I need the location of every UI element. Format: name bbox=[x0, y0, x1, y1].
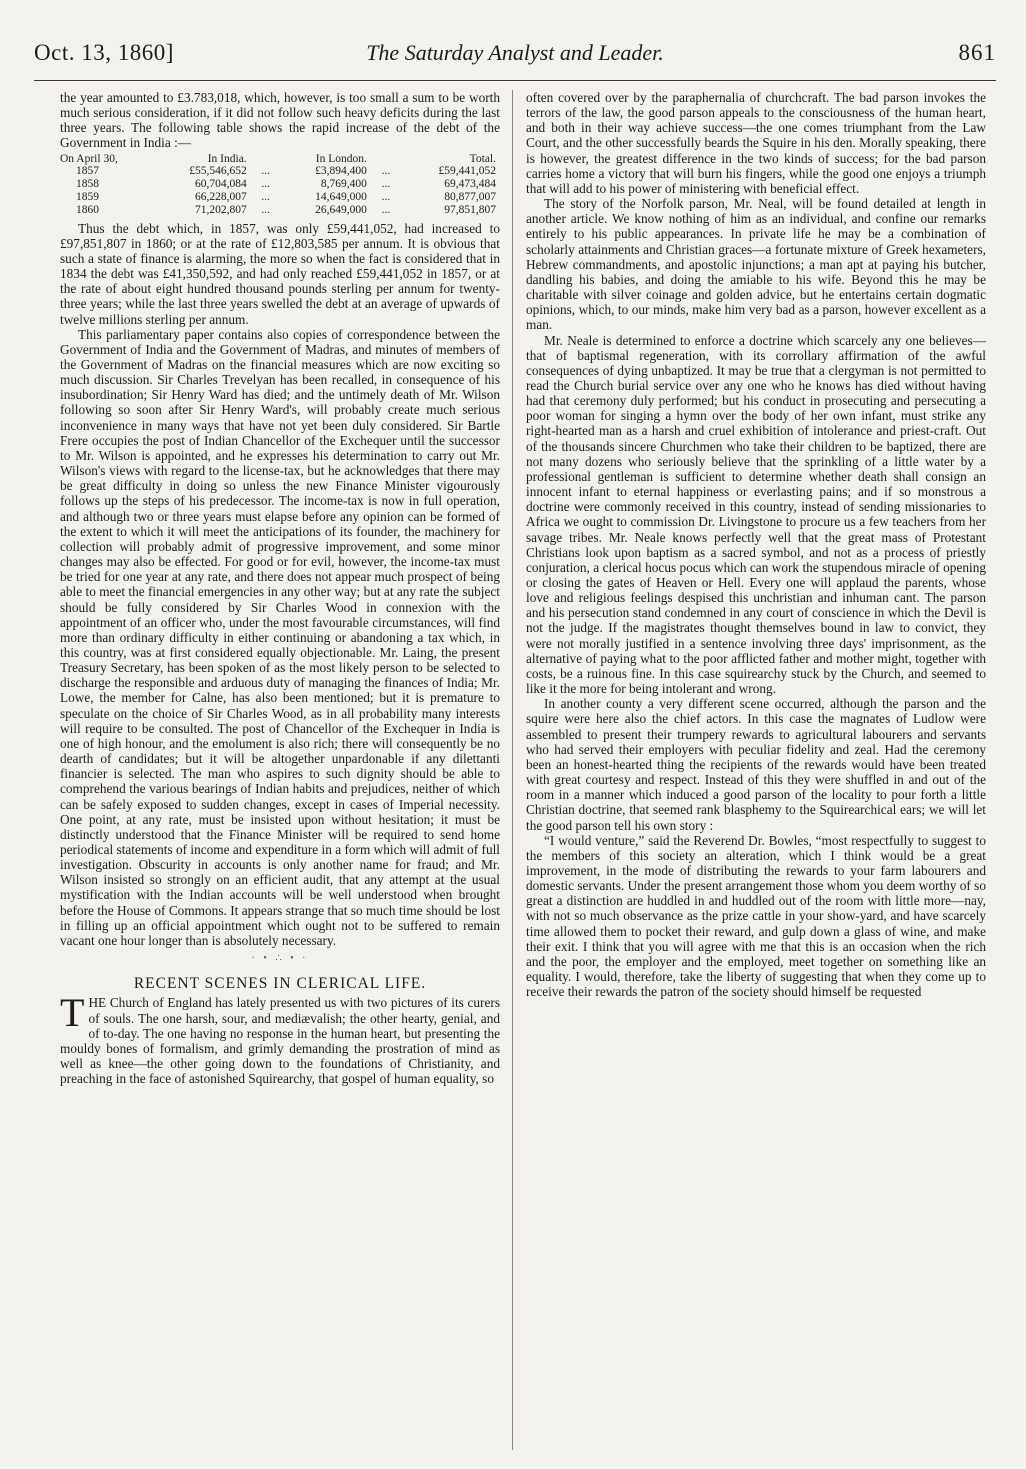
table-dots: ... bbox=[381, 178, 391, 191]
page-number: 861 bbox=[958, 40, 996, 65]
table-cell: 1859 bbox=[76, 191, 99, 204]
table-cell: 71,202,807 bbox=[194, 203, 247, 216]
paragraph: the year amounted to £3.783,018, which, however, is too small a sum to be worth much serious consideration, if it did not follow such heavy deficits during the last three years. The following table shows the rapid increase of the debt of the Government in India :— bbox=[60, 90, 500, 151]
table-cell: 14,649,000 bbox=[315, 191, 367, 204]
column-header: Total. bbox=[469, 152, 496, 165]
table-dots: ... bbox=[381, 191, 391, 204]
table-cell: 60,704,084 bbox=[194, 178, 247, 191]
paragraph: “I would venture,” said the Reverend Dr. Bowles, “most respectfully to suggest to the members of this society an alteration, which I think would be a great improvement, in the mode of distributing the rewards to your farm labourers and domestic servants. Under the present arrangement those whom you deem worthy of so great a distinction are huddled in and huddled out of the room with little more—nay, with not so much observance as the prize cattle in your show-yard, and have scarcely time allowed them to pocket their reward, and gulp down a glass of wine, and make their exit. I think that you will agree with me that this is an occasion when the rich and the poor, the employer and the employed, meet together on something like an equality. I would, therefore, take the liberty of suggesting that when they come up to receive their rewards the patron of the society should himself be requested bbox=[526, 832, 986, 1000]
table-cell: £55,546,652 bbox=[189, 165, 247, 178]
table-dots: ... bbox=[261, 203, 270, 216]
paragraph: Mr. Neale is determined to enforce a doctrine which scarcely any one believes—that of baptismal regeneration, with its corrollary affirmation of the awful consequences of dying unbaptized. It may be true that a clergyman is not permitted to read the Church burial service over any one who he knows has died without having had that ceremony duly performed; but his conduct in prosecuting and persecuting a poor woman for singing a hymn over the body of her own infant, must strike any right-hearted man as a harsh and cruel exhibition of intolerance and priest-craft. Out of the thousands sincere Churchmen who take their children to be baptized, there are not many dozens who seriously believe that the sprinkling of a little water by a professional gentleman is sufficient to determine whether death shall consign an innocent infant to eternal happiness or everlasting pains; and if so monstrous a doctrine were commonly received in this country, instead of sending missionaries to Africa we ought to commission Dr. Livingstone to procure us a few teachers from her savage tribes. Mr. Neale knows perfectly well that the great mass of Protestant Christians look upon baptism as a sacred symbol, and not as a process of priestly conjuration, a clerical hocus pocus which can work the stupendous miracle of opening or closing the gates of Heaven or Hell. Every one will applaud the parents, whose love and religious feelings despised this unchristian and inhuman cant. The parson and his persecution stand condemned in any court of conscience in which the Devil is not the judge. If the magistrates thought themselves bound in law to convict, they were not morally justified in a sentence involving three days' imprisonment, as the alternative of paying what to the poor afflicted father and mother might, together with costs, be a ruinous fine. In this case squirearchy stuck by the Church, and seemed to like it the more for being intolerant and wrong. bbox=[526, 332, 986, 697]
publication-title: The Saturday Analyst and Leader. bbox=[366, 40, 664, 65]
issue-date: Oct. 13, 1860] bbox=[34, 40, 174, 65]
paragraph: This parliamentary paper contains also copies of correspondence between the Government of India and the Government of Madras, and minutes of members of the Government of Madras on the financial measures which are now exciting so much discussion. Sir Charles Trevelyan has been recalled, in consequence of his insubordination; Sir Henry Ward has died; and the untimely death of Mr. Wilson following so soon after Sir Henry Ward's, will probably create much serious inconvenience in many ways that have not yet been duly considered. Sir Bartle Frere occupies the post of Indian Chancellor of the Exchequer until the successor to Mr. Wilson is appointed, and he expresses his determination to carry out Mr. Wilson's views with regard to the license-tax, but he acknowledges that there may be great difficulty in doing so unless the new Finance Minister vigourously follows up the steps of his predecessor. The income-tax is now in full operation, and although two or three years must elapse before any opinion can be formed of the extent to which it will meet the anticipations of its founder, the machinery for collection will probably admit of progressive improvement, and some minor changes may also be effected. For good or for evil, however, the income-tax must be tried for one year at any rate, and there does not appear much prospect of being able to meet the financial emergencies in any other way; but at any rate the subject should be fully considered by Sir Charles Wood in connexion with the appointment of an officer who, under the most favourable circumstances, will find more than ordinary difficulty in either continuing or abandoning a tax which, in this country, was at first considered equally objectionable. Mr. Laing, the present Treasury Secretary, has been spoken of as the most likely person to be selected to discharge the responsible and arduous duty of managing the finances of India; Mr. Lowe, the member for Calne, has also been mentioned; but it is premature to speculate on the choice of Sir Charles Wood, as in all probability many interests will require to be consulted. The post of Chancellor of the Exchequer in India is one of high honour, and the emolument is also rich; there will consequently be no dearth of candidates; but it will be altogether unpardonable if any dilettanti financier is selected. The man who aspires to such dignity should be able to comprehend the various bearings of Indian habits and prejudices, neither of which can be safely exposed to sudden changes, except in cases of Imperial necessity. One point, at any rate, must be insisted upon without hesitation; it must be distinctly understood that the Finance Minister will be required to send home periodical statements of income and expenditure in a form which will admit of full investigation. Obscurity in accounts is only another name for fraud; and Mr. Wilson insisted so strongly on an efficient audit, that any attempt at the usual mystification with the Indian accounts will be well understood when brought before the House of Commons. It appears strange that so much time should be lost in filling up an official appointment which ought not to be suffered to remain vacant one hour longer than is absolutely necessary. bbox=[60, 326, 500, 948]
table-row bbox=[60, 165, 500, 178]
table-dots: ... bbox=[261, 178, 270, 191]
paragraph bbox=[60, 990, 500, 1087]
column-header: In London. bbox=[315, 152, 367, 165]
table-cell: 1857 bbox=[76, 165, 99, 178]
table-dots: ... bbox=[261, 165, 270, 178]
table-row bbox=[60, 191, 500, 204]
table-cell: 97,851,807 bbox=[444, 203, 496, 216]
table-cell: £3,894,400 bbox=[315, 165, 367, 178]
table-header-row bbox=[60, 153, 500, 166]
table-dots: ... bbox=[261, 191, 270, 204]
table-dots: ... bbox=[381, 203, 391, 216]
table-dots: ... bbox=[381, 165, 391, 178]
section-ornament: · • ∴ • · bbox=[251, 953, 309, 965]
column-divider bbox=[512, 90, 513, 1450]
table-row bbox=[60, 204, 500, 217]
paragraph: In another county a very different scene occurred, although the parson and the squire were here also the chief actors. In this case the magnates of Ludlow were assembled to present their trumpery rewards to agricultural labourers and servants who had served their employers with peculiar fidelity and zeal. Had the ceremony been an honest-hearted thing the recipients of the rewards would have been treated with great courtesy and respect. Instead of this they were shuffled in and out of the room in a manner which induced a good parson of the locality to pour forth a little Christian doctrine, that seemed rank blasphemy to the Squirearchical ears; we will let the good parson tell his own story : bbox=[526, 696, 986, 833]
right-column bbox=[526, 90, 986, 999]
table-cell: 8,769,400 bbox=[320, 178, 367, 191]
header-rule bbox=[34, 80, 996, 81]
table-cell: 1860 bbox=[76, 203, 99, 216]
table-cell: 69,473,484 bbox=[444, 178, 496, 191]
table-cell: 80,877,007 bbox=[444, 191, 496, 204]
section-title: RECENT SCENES IN CLERICAL LIFE. bbox=[133, 975, 427, 993]
drop-cap: T bbox=[60, 990, 85, 1036]
page-header bbox=[34, 40, 996, 80]
column-header: In India. bbox=[207, 152, 247, 165]
debt-table bbox=[60, 153, 500, 217]
table-cell: 66,228,007 bbox=[194, 191, 247, 204]
paragraph: Thus the debt which, in 1857, was only £59,441,052, had increased to £97,851,807 in 1860; or at the rate of £12,803,585 per annum. It is obvious that such a state of finance is alarming, the more so when the fact is considered that in 1834 the debt was £41,350,592, and had only reached £59,441,052 in 1857, or at the rate of about eight hundred thousand pounds sterling per annum for twenty-three years; while the last three years swelled the debt at an average of upwards of twelve millions sterling per annum. bbox=[60, 220, 500, 327]
column-header: On April 30, bbox=[60, 152, 118, 165]
table-cell: £59,441,052 bbox=[438, 165, 496, 178]
table-cell: 26,649,000 bbox=[315, 203, 367, 216]
table-cell: 1858 bbox=[76, 178, 99, 191]
paragraph: often covered over by the paraphernalia of churchcraft. The bad parson invokes the terrors of the law, the good parson appeals to the consciousness of the human heart, and both in their way achieve success—the one comes triumphant from the Law Court, and the other successfully beards the Squire in his den. Morally speaking, there is however, the greatest difference in the two kinds of success; for the bad parson carries home a victory that will burn his fingers, while the good one enjoys a triumph that will add to his power of ministering with beneficial effect. bbox=[526, 90, 986, 196]
table-row bbox=[60, 178, 500, 191]
paragraph: The story of the Norfolk parson, Mr. Neal, will be found detailed at length in another article. We know nothing of him as an individual, and confine our remarks entirely to his public appearances. In private life he may be a combination of scholarly attainments and Christian graces—a fortunate mixture of Greek hexameters, Hebrew commandments, and apostolic injunctions; a man apt at paying his butcher, dandling his babies, and doing the amiable to his wife. Beyond this he may be charitable with silver coinage and golden advice, but he entertains certain dogmatic opinions, which, to our minds, make him very bad as a parson, however excellent as a man. bbox=[526, 196, 986, 333]
left-column bbox=[60, 90, 500, 1086]
paragraph-text: HE Church of England has lately presented us with two pictures of its curers of souls. The one harsh, sour, and mediævalish; the other hearty, genial, and of to-day. The one having no response in the human heart, but presenting the mouldy bones of formalism, and grimly demanding the prostration of mind as well as knee—the other going down to the foundations of Christianity, and preaching in the face of astonished Squirearchy, that gospel of human equality, so bbox=[60, 995, 500, 1087]
